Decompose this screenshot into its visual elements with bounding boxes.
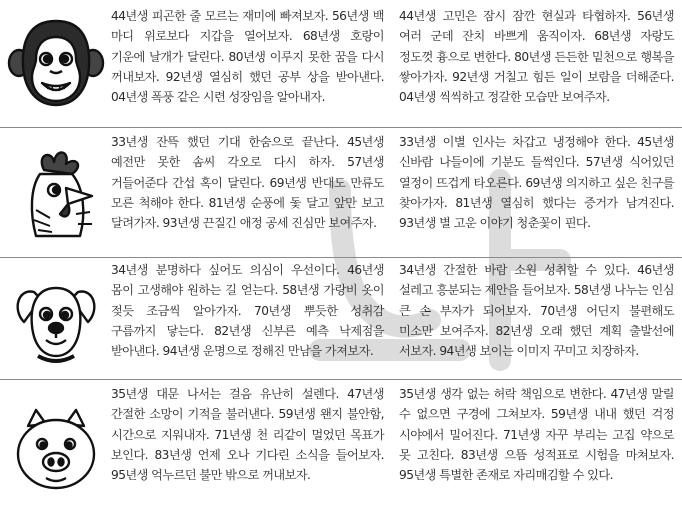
right-column-text: [399, 384, 674, 485]
pig-icon: [6, 400, 106, 500]
fortune-text-dog-left: 34년생 분명하다 싶어도 의심이 우선이다. 46년생 몸이 고생해야 원하는 길 얻는다. 58년생 가랑비 옷이 젖듯 조금씩 알아가자. 70년생 뿌듯한 성취감 구름까지 닿는다. 82년생 신부른 예측 낙제점을 받아낸다. 94년생 운명으로 정해진 만남을 가져보자.: [111, 263, 384, 359]
left-column-text: [111, 132, 384, 233]
monkey-icon: [6, 13, 106, 113]
rooster-icon: [6, 144, 106, 244]
left-column-text: [111, 6, 384, 107]
fortune-text-rooster-right: 33년생 이별 인사는 차갑고 냉정해야 한다. 45년생 신바람 나들이에 기분도 들썩인다. 57년생 식어있던 열정이 뜨겁게 타오른다. 69년생 의지하고 싶은 친구를 찾아가자. 81년생 열심히 했다는 증거가 남겨진다. 93년생 별 고운 이야기 청춘꽃이 핀다.: [399, 135, 674, 231]
left-column-text: [111, 384, 384, 485]
right-column-text: [399, 260, 674, 361]
horoscope-row-monkey: [0, 0, 682, 128]
horoscope-row-rooster: [0, 128, 682, 258]
fortune-text-rooster-left: 33년생 잔뜩 했던 기대 한숨으로 끝난다. 45년생 예전만 못한 솜씨 각오로 다시 하자. 57년생 거들어준다 간섭 혹이 달린다. 69년생 반대도 만류도 모른 척해야 한다. 81년생 순풍에 돛 달고 앞만 보고 달려가자. 93년생 끈질긴 애정 공세 진심만 보여주자.: [111, 135, 384, 231]
horoscope-row-dog: [0, 258, 682, 380]
dog-icon: [6, 270, 106, 370]
horoscope-row-pig: [0, 380, 682, 515]
right-column-text: [399, 6, 674, 107]
fortune-text-monkey-left: 44년생 피곤한 줄 모르는 재미에 빠져보자. 56년생 백 마디 위로보다 지갑을 열어보자. 68년생 호랑이 기운에 날개가 달린다. 80년생 이루지 못한 꿈을 다시 꺼내보자. 92년생 열심히 했던 공부 상을 받아낸다. 04년생 폭풍 같은 시련 성장임을 알아내자.: [111, 9, 384, 105]
right-column-text: [399, 132, 674, 233]
fortune-text-monkey-right: 44년생 고민은 잠시 잠깐 현실과 타협하자. 56년생 여러 군데 잔치 바쁘게 움직이자. 68년생 자랑도 정도껏 흉으로 변한다. 80년생 든든한 밑천으로 행복을 쌓아가자. 92년생 거칠고 힘든 일이 보람을 더해준다. 04년생 씩씩하고 정갈한 모습만 보여주자.: [399, 9, 674, 105]
fortune-text-pig-right: 35년생 생각 없는 허락 책임으로 변한다. 47년생 말릴 수 없으면 구경에 그쳐보자. 59년생 내내 했던 걱정 시야에서 밀어진다. 71년생 자꾸 부리는 고집 약으로 못 고친다. 83년생 으뜸 성적표로 시험을 마쳐보자. 95년생 특별한 존재로 자리매김할 수 있다.: [399, 387, 674, 483]
fortune-text-dog-right: 34년생 간절한 바람 소원 성취할 수 있다. 46년생 설레고 흥분되는 제안을 들어보자. 58년생 나누는 인심 큰 손 부자가 되어보자. 70년생 어딘지 불편해도 미소만 보여주자. 82년생 오래 했던 계획 출발선에 서보자. 94년생 보이는 이미지 꾸미고 치장하자.: [399, 263, 674, 359]
left-column-text: [111, 260, 384, 361]
fortune-text-pig-left: 35년생 대문 나서는 걸음 유난히 설렌다. 47년생 간절한 소망이 기적을 불러낸다. 59년생 왠지 불안함, 시간으로 지워내자. 71년생 천 리같이 멀었던 목표가 보인다. 83년생 언제 오나 기다린 소식을 들어보자. 95년생 억누르던 불만 밖으로 꺼내보자.: [111, 387, 384, 483]
